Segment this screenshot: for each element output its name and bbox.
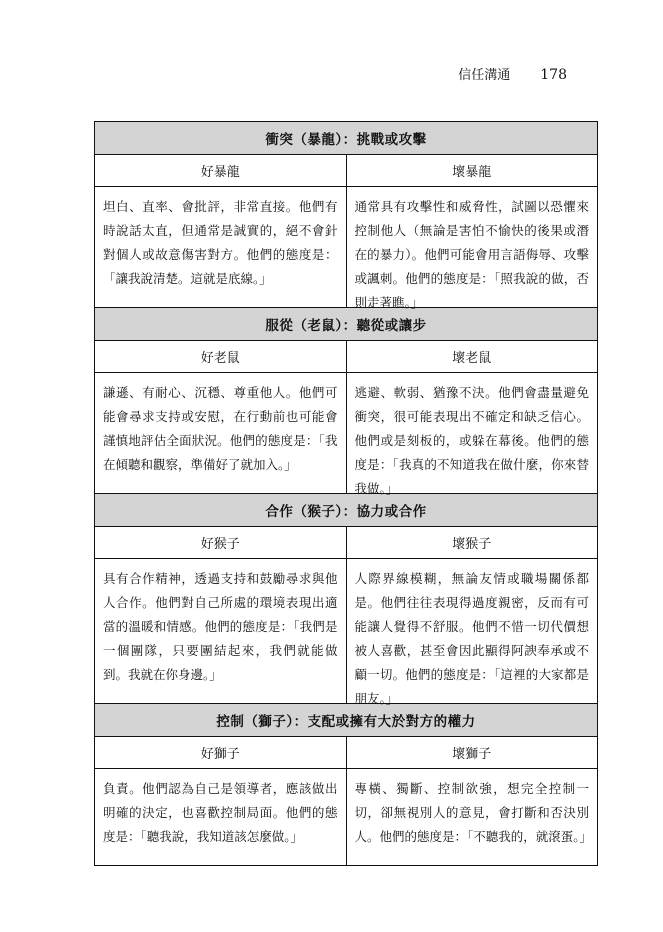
good-type-description: 謙遜、有耐心、沉穩、尊重他人。他們可能會尋求支持或安慰，在行動前也可能會謹慎地評估全面狀況。他們的態度是：「我在傾聽和觀察，準備好了就加入。」 xyxy=(95,373,347,494)
bad-type-description: 人際界線模糊，無論友情或職場關係都是。他們往往表現得過度親密，反而有可能讓人覺得不舒服。他們不惜一切代價想被人喜歡，甚至會因此顯得阿諛奉承或不顧一切。他們的態度是：「這裡的大家都是朋友。」 xyxy=(347,559,599,704)
section-header-mouse: 服從（老鼠）：聽從或讓步 xyxy=(95,308,598,341)
section-body-row xyxy=(95,559,598,704)
good-type-label: 好猴子 xyxy=(95,527,347,559)
section-subheader-row xyxy=(95,527,598,559)
bad-type-description: 逃避、軟弱、猶豫不決。他們會盡量避免衝突，很可能表現出不確定和缺乏信心。他們或是刻板的，或躲在幕後。他們的態度是：「我真的不知道我在做什麼，你來替我做。」 xyxy=(347,373,599,494)
bad-type-label: 壞老鼠 xyxy=(347,341,599,373)
bad-type-description: 通常具有攻擊性和威脅性，試圖以恐懼來控制他人（無論是害怕不愉快的後果或潛在的暴力）。他們可能會用言語侮辱、攻擊或諷刺。他們的態度是：「照我說的做，否則走著瞧。」 xyxy=(347,187,599,308)
page-number: 178 xyxy=(540,67,567,83)
good-type-description: 坦白、直率、會批評，非常直接。他們有時說話太直，但通常是誠實的，絕不會針對個人或故意傷害對方。他們的態度是：「讓我說清楚。這就是底線。」 xyxy=(95,187,347,308)
section-body-row xyxy=(95,187,598,308)
personality-table xyxy=(94,121,598,866)
running-head xyxy=(458,64,567,83)
good-type-label: 好暴龍 xyxy=(95,155,347,187)
bad-type-label: 壞暴龍 xyxy=(347,155,599,187)
section-body-row xyxy=(95,769,598,866)
good-type-description: 具有合作精神，透過支持和鼓勵尋求與他人合作。他們對自己所處的環境表現出適當的溫暖和情感。他們的態度是：「我們是一個團隊，只要團結起來，我們就能做到。我就在你身邊。」 xyxy=(95,559,347,704)
section-subheader-row xyxy=(95,341,598,373)
chapter-title: 信任溝通 xyxy=(458,68,511,83)
good-type-label: 好老鼠 xyxy=(95,341,347,373)
good-type-description: 負責。他們認為自己是領導者，應該做出明確的決定，也喜歡控制局面。他們的態度是：「聽我說，我知道該怎麼做。」 xyxy=(95,769,347,866)
section-subheader-row xyxy=(95,737,598,769)
section-subheader-row xyxy=(95,155,598,187)
section-header-lion: 控制（獅子）：支配或擁有大於對方的權力 xyxy=(95,704,598,737)
bad-type-label: 壞猴子 xyxy=(347,527,599,559)
section-body-row xyxy=(95,373,598,494)
bad-type-description: 專橫、獨斷、控制欲強，想完全控制一切，卻無視別人的意見，會打斷和否決別人。他們的態度是：「不聽我的，就滾蛋。」 xyxy=(347,769,599,866)
bad-type-label: 壞獅子 xyxy=(347,737,599,769)
section-header-tyrannosaurus: 衝突（暴龍）：挑戰或攻擊 xyxy=(95,122,598,155)
section-header-monkey: 合作（猴子）：協力或合作 xyxy=(95,494,598,527)
good-type-label: 好獅子 xyxy=(95,737,347,769)
